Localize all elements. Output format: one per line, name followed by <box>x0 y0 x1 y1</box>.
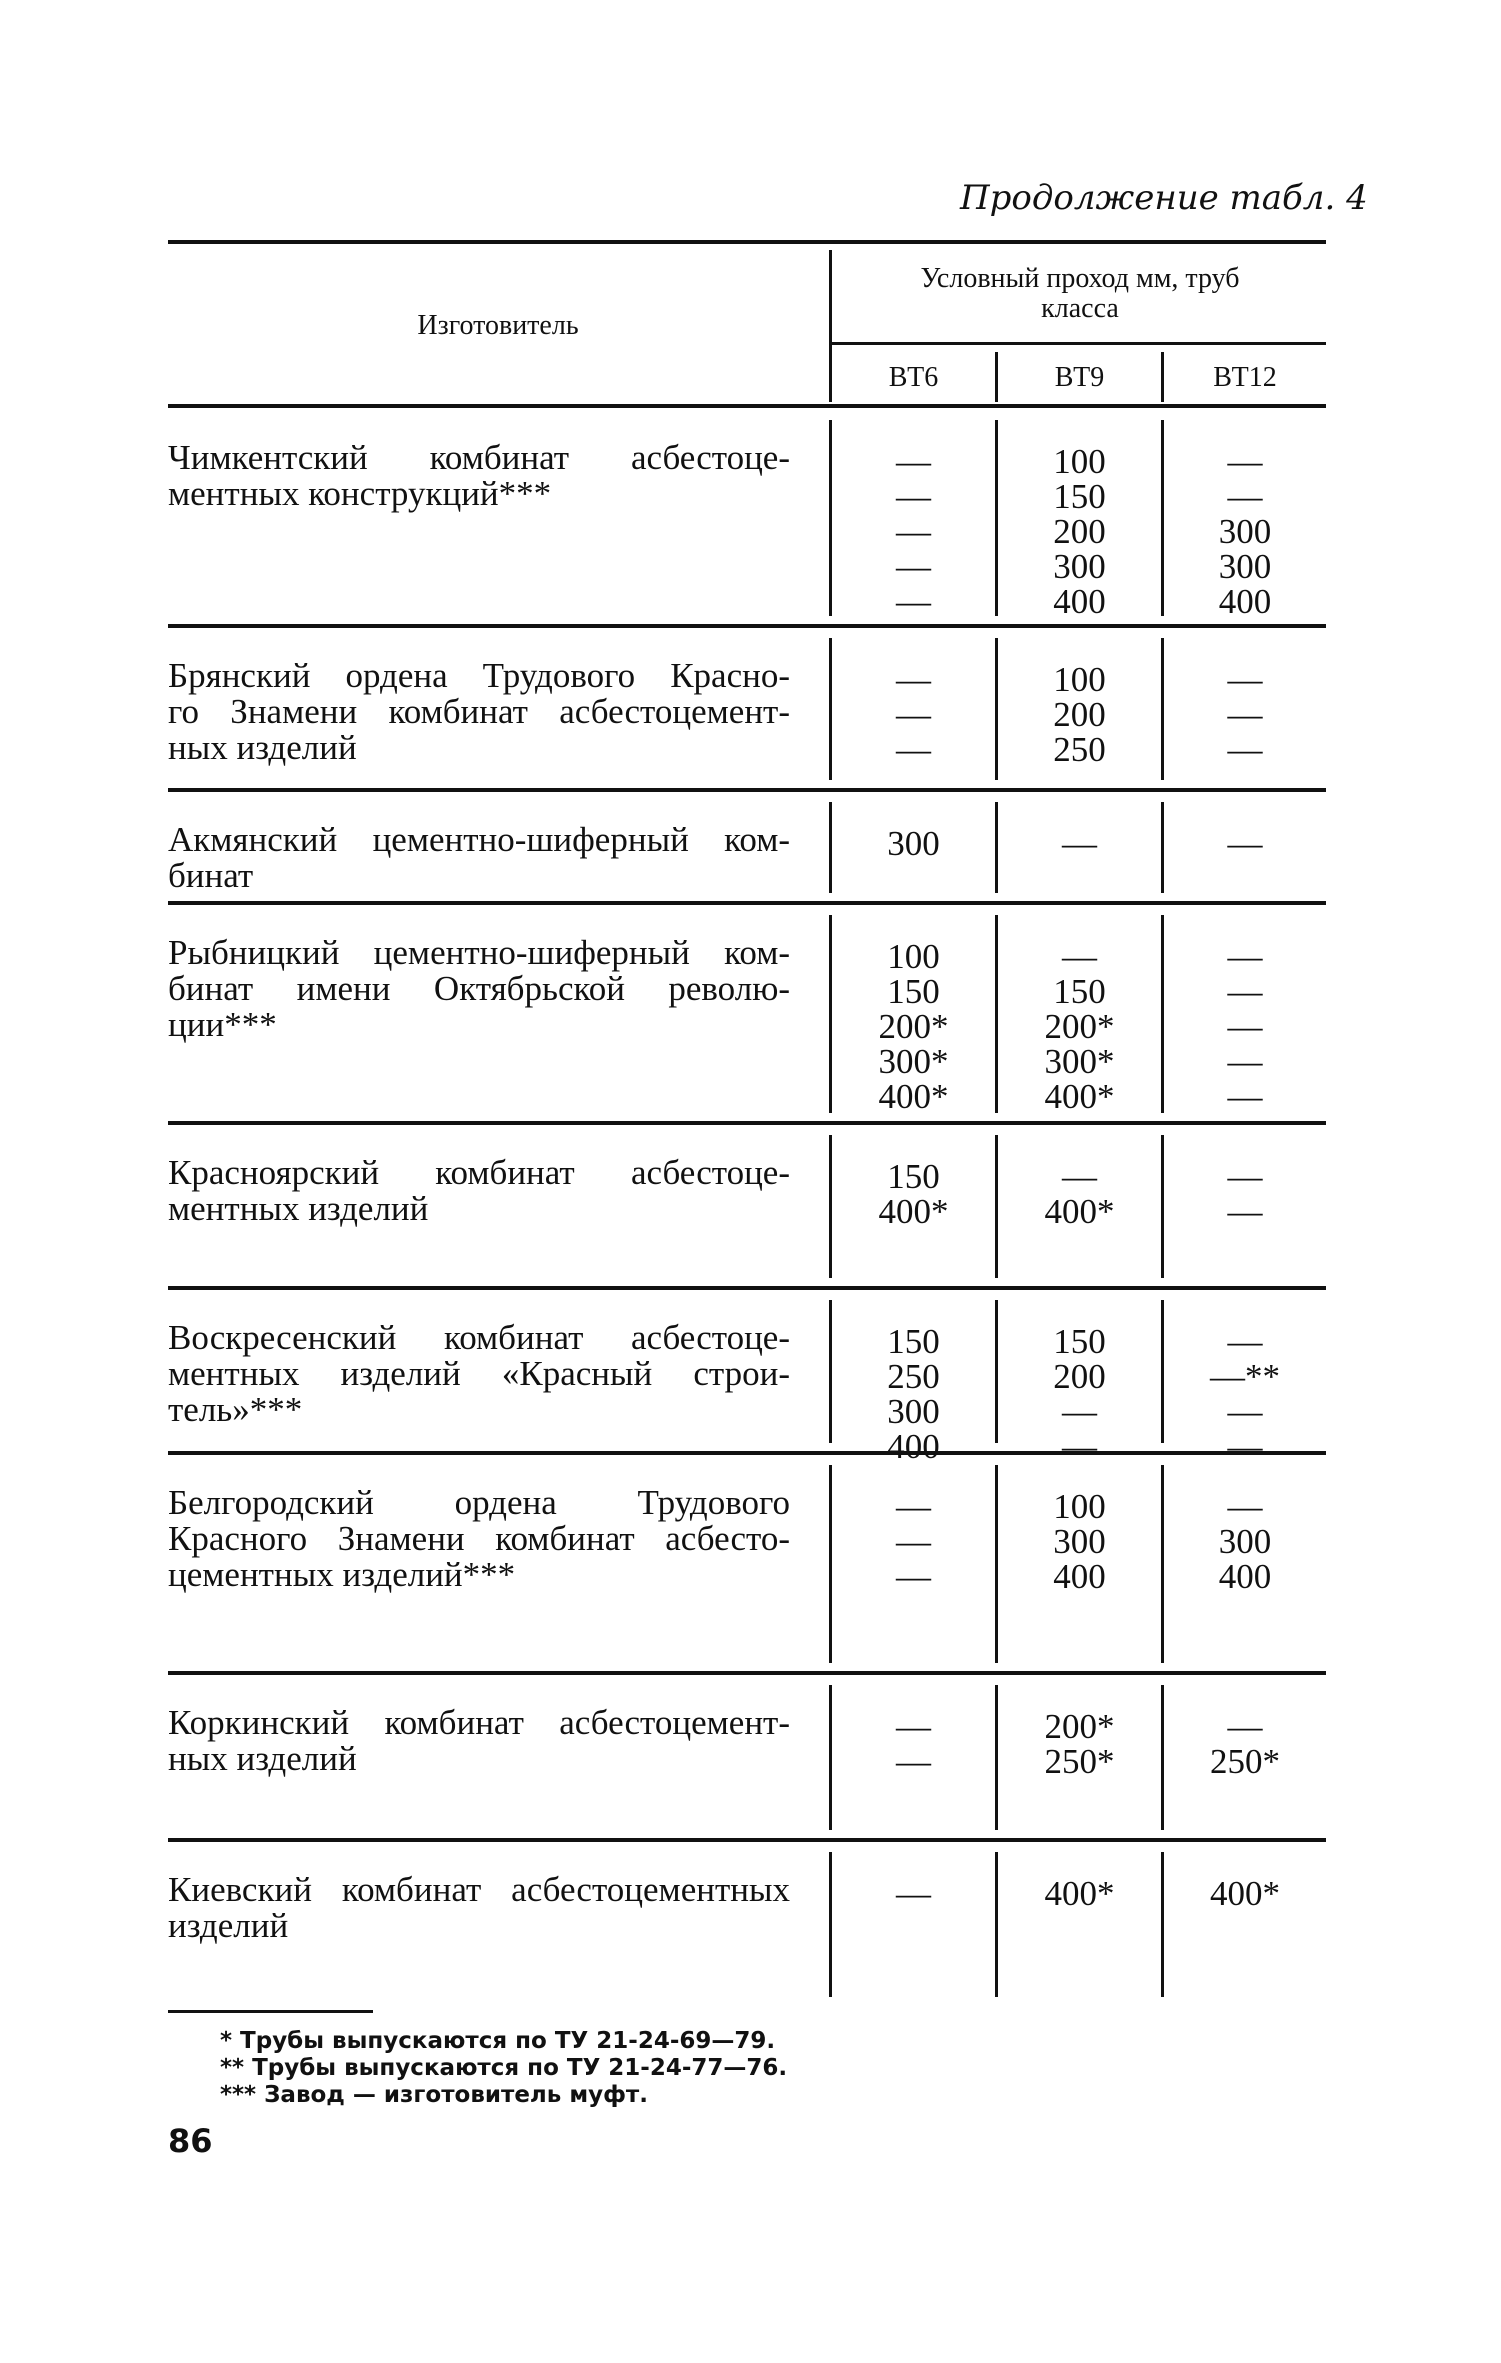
value-cell-bt9: 400 <box>1053 1557 1106 1596</box>
value-cell-bt9: 100 <box>1053 660 1106 699</box>
row-separator <box>168 1286 1326 1290</box>
value-cell-bt9: 200* <box>1044 1707 1115 1746</box>
value-cell-bt12: — <box>1227 972 1263 1011</box>
value-cell-bt12: 400 <box>1218 1557 1272 1596</box>
row-separator <box>168 901 1326 905</box>
value-cell-bt12: — <box>1227 695 1263 734</box>
value-cell-bt9: 200 <box>1053 512 1106 551</box>
value-cell-bt9: 200 <box>1053 1357 1106 1396</box>
value-cell-bt12: — <box>1227 442 1263 481</box>
manufacturer-line: бинат имени Октябрьской револю- <box>168 969 790 1008</box>
manufacturer-cell <box>168 1320 790 1428</box>
manufacturer-line: ментных изделий <box>168 1189 429 1228</box>
value-cell-bt6: — <box>896 582 931 621</box>
value-cell-bt12: — <box>1227 1487 1263 1526</box>
page-number: 86 <box>168 2122 213 2160</box>
value-cell-bt9: — <box>1062 1392 1097 1431</box>
manufacturer-cell <box>168 440 790 512</box>
manufacturer-line: Воскресенский комбинат асбестоце- <box>168 1318 790 1357</box>
value-cell-bt9: 250 <box>1053 730 1106 769</box>
value-cell-bt9: 150 <box>1053 477 1106 516</box>
value-cell-bt12: — <box>1227 1042 1263 1081</box>
manufacturer-cell <box>168 1485 790 1593</box>
manufacturer-line: Брянский ордена Трудового Красно- <box>168 656 790 695</box>
value-cell-bt12: — <box>1227 1392 1263 1431</box>
value-cell-bt6: — <box>896 695 931 734</box>
manufacturer-cell <box>168 1155 790 1227</box>
value-cell-bt6: 150 <box>887 972 940 1011</box>
manufacturer-line: ментных конструкций*** <box>168 474 552 513</box>
value-cell-bt6: 250 <box>887 1357 940 1396</box>
row-separator <box>168 1121 1326 1125</box>
value-cell-bt9: — <box>1062 937 1097 976</box>
value-cell-bt12: 300 <box>1218 512 1272 551</box>
header-class-bt6: ВТ6 <box>888 362 939 393</box>
manufacturer-line: Рыбницкий цементно-шиферный ком- <box>168 933 790 972</box>
value-cell-bt9: — <box>1062 1157 1097 1196</box>
value-cell-bt12: — <box>1227 937 1263 976</box>
manufacturer-line: Красноярский комбинат асбестоце- <box>168 1153 790 1192</box>
row-separator <box>168 624 1326 628</box>
value-cell-bt6: — <box>896 1557 931 1596</box>
value-cell-bt6: — <box>896 512 931 551</box>
footnote-rule <box>168 2010 373 2013</box>
manufacturer-cell <box>168 1705 790 1777</box>
value-cell-bt6: — <box>896 1522 931 1561</box>
column-divider <box>829 1852 832 1997</box>
manufacturer-line: Белгородский ордена Трудового <box>168 1483 790 1522</box>
value-cell-bt6: 150 <box>887 1157 940 1196</box>
value-cell-bt6: — <box>896 730 931 769</box>
value-cell-bt6: — <box>896 477 931 516</box>
value-cell-bt9: 150 <box>1053 1322 1106 1361</box>
value-cell-bt9: 300* <box>1044 1042 1115 1081</box>
value-cell-bt12: 400 <box>1218 582 1272 621</box>
value-cell-bt12: — <box>1227 1427 1263 1466</box>
group-header-rule <box>830 342 1326 345</box>
manufacturer-line: изделий <box>168 1906 289 1945</box>
value-cell-bt9: 200 <box>1053 695 1106 734</box>
header-bottom-rule <box>168 404 1326 408</box>
manufacturer-line: Чимкентский комбинат асбестоце- <box>168 438 790 477</box>
footnote-1: * Трубы выпускаются по ТУ 21-24-69—79. <box>220 2028 776 2054</box>
value-cell-bt12: — <box>1227 477 1263 516</box>
manufacturer-line: Киевский комбинат асбестоцементных <box>168 1870 790 1909</box>
value-cell-bt9: 400 <box>1053 582 1106 621</box>
row-separator <box>168 1838 1326 1842</box>
value-cell-bt12: — <box>1227 1707 1263 1746</box>
value-cell-bt6: 200* <box>878 1007 949 1046</box>
value-cell-bt6: 400 <box>887 1427 940 1466</box>
value-cell-bt6: 100 <box>887 937 940 976</box>
manufacturer-line: ных изделий <box>168 1739 357 1778</box>
value-cell-bt6: 300 <box>887 824 940 863</box>
table-top-rule <box>168 240 1326 244</box>
value-cell-bt6: 300* <box>878 1042 949 1081</box>
value-cell-bt12: — <box>1227 1192 1263 1231</box>
header-class-bt9: ВТ9 <box>1054 362 1105 393</box>
value-cell-bt12: — <box>1227 730 1263 769</box>
value-cell-bt6: — <box>896 1707 931 1746</box>
header-group-label: Условный проход мм, труб класса <box>920 263 1240 324</box>
table-caption: Продолжение табл. 4 <box>960 178 1368 218</box>
value-cell-bt12: 300 <box>1218 1522 1272 1561</box>
value-cell-bt6: — <box>896 1487 931 1526</box>
value-cell-bt9: 250* <box>1044 1742 1115 1781</box>
value-cell-bt6: — <box>896 442 931 481</box>
value-cell-bt9: 400* <box>1044 1874 1115 1913</box>
value-cell-bt6: 150 <box>887 1322 940 1361</box>
value-cell-bt12: — <box>1227 1007 1263 1046</box>
value-cell-bt9: 150 <box>1053 972 1106 1011</box>
value-cell-bt12: 250* <box>1210 1742 1280 1781</box>
value-cell-bt12: — <box>1227 1157 1263 1196</box>
manufacturer-line: тель»*** <box>168 1390 303 1429</box>
manufacturer-line: бинат <box>168 856 254 895</box>
value-cell-bt6: 400* <box>878 1192 949 1231</box>
footnote-2: ** Трубы выпускаются по ТУ 21-24-77—76. <box>220 2055 788 2081</box>
manufacturer-line: Красного Знамени комбинат асбесто- <box>168 1519 790 1558</box>
footnote-3: *** Завод — изготовитель муфт. <box>220 2082 649 2108</box>
manufacturer-cell <box>168 1872 790 1944</box>
manufacturer-cell <box>168 935 790 1043</box>
column-divider <box>1161 1852 1164 1997</box>
value-cell-bt12: — <box>1227 824 1263 863</box>
value-cell-bt9: — <box>1062 824 1097 863</box>
value-cell-bt12: — <box>1227 1322 1263 1361</box>
header-class-bt12: ВТ12 <box>1213 362 1277 393</box>
value-cell-bt12: 300 <box>1218 547 1272 586</box>
value-cell-bt9: 300 <box>1053 547 1106 586</box>
value-cell-bt6: — <box>896 1874 931 1913</box>
value-cell-bt9: 300 <box>1053 1522 1106 1561</box>
manufacturer-cell <box>168 658 790 766</box>
value-cell-bt9: 100 <box>1053 1487 1106 1526</box>
row-separator <box>168 1671 1326 1675</box>
value-cell-bt12: —** <box>1210 1357 1280 1396</box>
manufacturer-line: го Знамени комбинат асбестоцемент- <box>168 692 790 731</box>
value-cell-bt6: — <box>896 660 931 699</box>
value-cell-bt12: 400* <box>1210 1874 1280 1913</box>
value-cell-bt6: — <box>896 1742 931 1781</box>
value-cell-bt12: — <box>1227 660 1263 699</box>
value-cell-bt6: — <box>896 547 931 586</box>
manufacturer-line: ции*** <box>168 1005 277 1044</box>
manufacturer-line: Коркинский комбинат асбестоцемент- <box>168 1703 790 1742</box>
value-cell-bt9: 200* <box>1044 1007 1115 1046</box>
value-cell-bt9: 400* <box>1044 1192 1115 1231</box>
value-cell-bt9: 100 <box>1053 442 1106 481</box>
manufacturer-cell <box>168 822 790 894</box>
value-cell-bt9: — <box>1062 1427 1097 1466</box>
value-cell-bt9: 400* <box>1044 1077 1115 1116</box>
manufacturer-line: ных изделий <box>168 728 357 767</box>
row-separator <box>168 788 1326 792</box>
manufacturer-line: Акмянский цементно-шиферный ком- <box>168 820 790 859</box>
value-cell-bt12: — <box>1227 1077 1263 1116</box>
manufacturer-line: цементных изделий*** <box>168 1555 516 1594</box>
column-divider <box>995 1852 998 1997</box>
header-manufacturer: Изготовитель <box>417 310 579 341</box>
footnotes <box>220 2028 787 2109</box>
manufacturer-line: ментных изделий «Красный строи- <box>168 1354 790 1393</box>
value-cell-bt6: 300 <box>887 1392 940 1431</box>
value-cell-bt6: 400* <box>878 1077 949 1116</box>
